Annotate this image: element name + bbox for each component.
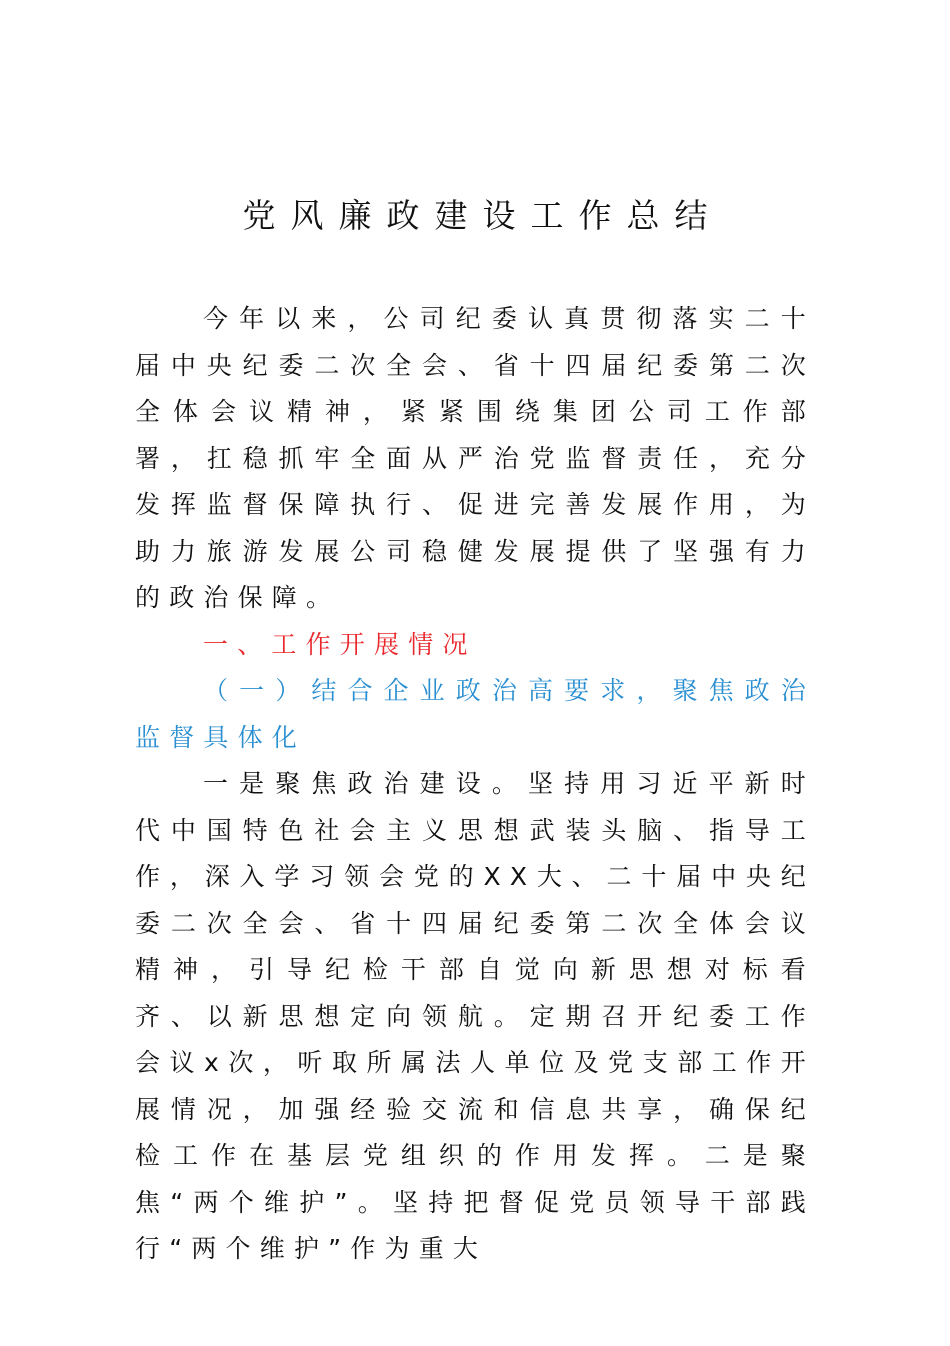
document-body: [135, 296, 815, 1273]
intro-paragraph: 今年以来，公司纪委认真贯彻落实二十届中央纪委二次全会、省十四届纪委第二次全体会议精神，紧紧围绕集团公司工作部署，扛稳抓牢全面从严治党监督责任，充分发挥监督保障执行、促进完善发展作用，为助力旅游发展公司稳健发展提供了坚强有力的政治保障。: [135, 304, 815, 612]
subsection-heading-1: （一）结合企业政治高要求，聚焦政治监督具体化: [135, 676, 815, 752]
section-heading-1: 一、工作开展情况: [203, 629, 477, 659]
body-paragraph-1: 一是聚焦政治建设。坚持用习近平新时代中国特色社会主义思想武装头脑、指导工作，深入学习领会党的XX大、二十届中央纪委二次全会、省十四届纪委第二次全体会议精神，引导纪检干部自觉向新思想对标看齐、以新思想定向领航。定期召开纪委工作会议x次，听取所属法人单位及党支部工作开展情况，加强经验交流和信息共享，确保纪检工作在基层党组织的作用发挥。二是聚焦“两个维护”。坚持把督促党员领导干部践行“两个维护”作为重大: [135, 769, 815, 1263]
document-title: 党风廉政建设工作总结: [242, 196, 723, 235]
